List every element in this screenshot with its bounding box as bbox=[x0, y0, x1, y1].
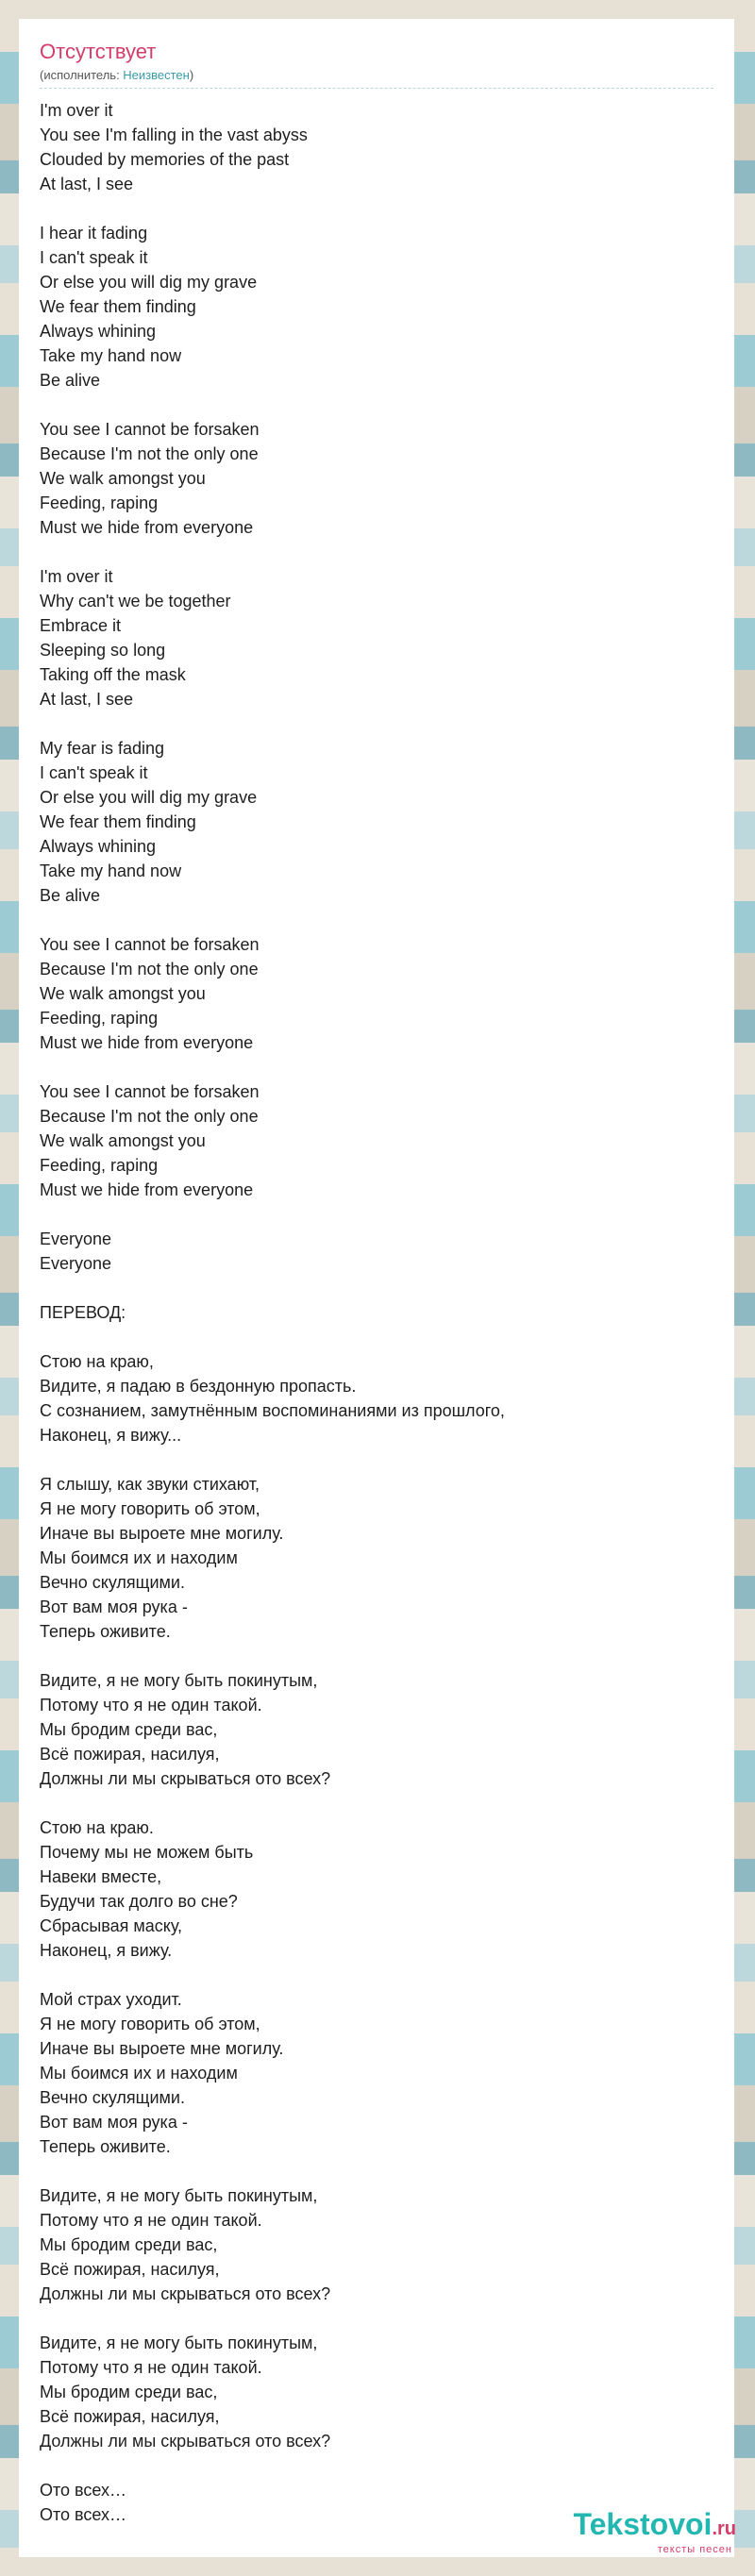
lyrics-card bbox=[19, 19, 734, 2557]
logo-tagline: тексты песен bbox=[657, 2544, 732, 2555]
artist-link[interactable]: Неизвестен bbox=[123, 68, 190, 82]
site-logo[interactable] bbox=[573, 2509, 736, 2555]
logo-tld: .ru bbox=[712, 2518, 736, 2539]
lyrics-text: I'm over it You see I'm falling in the vast abyss Clouded by memories of the past At last, I see I hear it fading I can't speak it Or else you will dig my grave We fear them finding Always whining Take my hand now Be alive You see I cannot be forsaken Because I'm not the only one We walk amongst you Feeding, raping Must we hide from everyone I'm over it Why can't we be together Embrace it Sleeping so long Taking off the mask At last, I see My fear is fading I can't speak it Or else you will dig my grave We fear them finding Always whining Take my hand now Be alive You see I cannot be forsaken Because I'm not the only one We walk amongst you Feeding, raping Must we hide from everyone You see I cannot be forsaken Because I'm not the only one We walk amongst you Feeding, raping Must we hide from everyone Everyone Everyone ПЕРЕВОД: Стою на краю, Видите, я падаю в бездонную пропасть. С сознанием, замутнённым воспоминаниями из прошлого, Наконец, я вижу... Я слышу, как звуки стихают, Я не могу говорить об этом, Иначе вы выроете мне могилу. Мы боимся их и находим Вечно скулящими. Вот вам моя рука - Теперь оживите. Видите, я не могу быть покинутым, Потому что я не один такой. Мы бродим среди вас, Всё пожирая, насилуя, Должны ли мы скрываться ото всех? Стою на краю. Почему мы не можем быть Навеки вместе, Будучи так долго во сне? Сбрасывая маску, Наконец, я вижу. Мой страх уходит. Я не могу говорить об этом, Иначе вы выроете мне могилу. Мы боимся их и находим Вечно скулящими. Вот вам моя рука - Теперь оживите. Видите, я не могу быть покинутым, Потому что я не один такой. Мы бродим среди вас, Всё пожирая, насилуя, Должны ли мы скрываться ото всех? Видите, я не могу быть покинутым, Потому что я не один такой. Мы бродим среди вас, Всё пожирая, насилуя, Должны ли мы скрываться ото всех? Ото всех… Ото всех… bbox=[40, 101, 505, 2524]
logo-name: Tekstovoi bbox=[573, 2507, 713, 2541]
logo-wordmark bbox=[573, 2509, 736, 2544]
artist-suffix: ) bbox=[189, 68, 194, 82]
artist-prefix: (исполнитель: bbox=[40, 68, 124, 82]
song-title: Отсутствует bbox=[40, 40, 157, 63]
artist-line bbox=[40, 68, 713, 89]
